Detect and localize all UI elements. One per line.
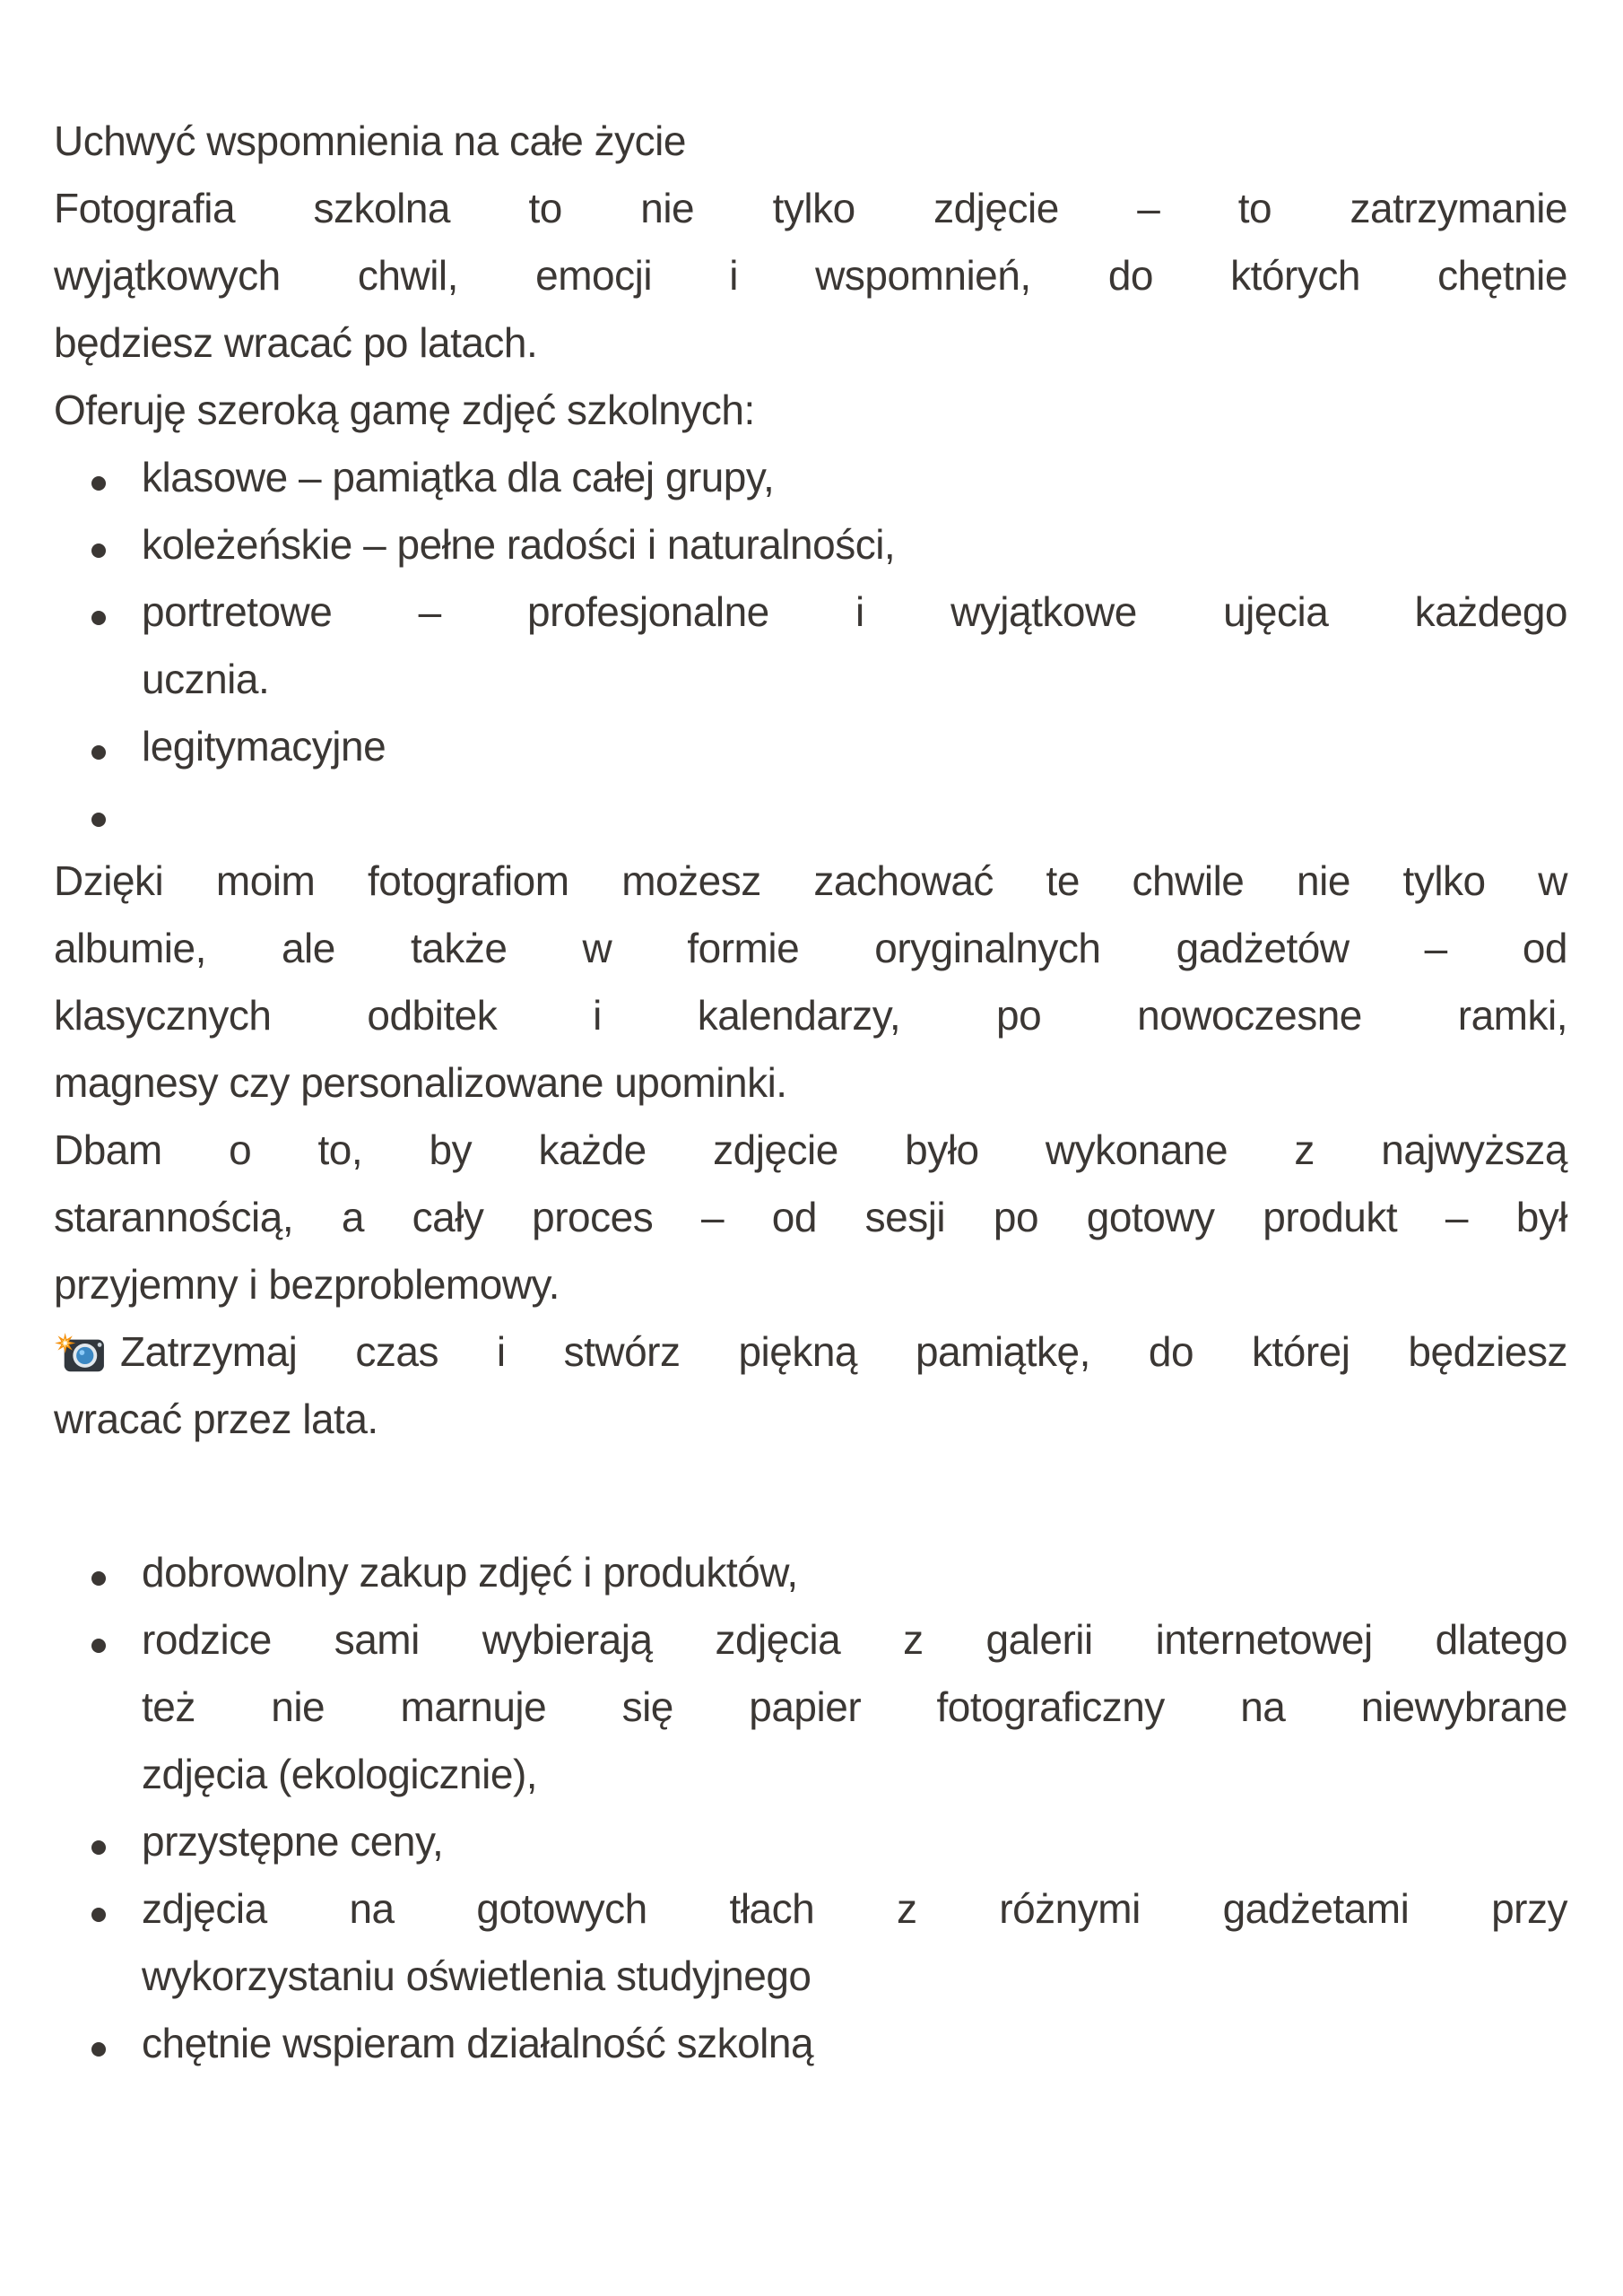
bullet-icon bbox=[91, 745, 106, 760]
line-text: klasowe – pamiątka dla całej grupy, bbox=[142, 454, 775, 500]
text-line bbox=[54, 1386, 1567, 1453]
text-line bbox=[54, 108, 1567, 175]
line-text: rodzice sami wybierają zdjęcia z galerii internetowej dlatego bbox=[142, 1616, 1567, 1663]
line-text: wyjątkowych chwil, emocji i wspomnień, do których chętnie bbox=[54, 252, 1567, 299]
text-line bbox=[54, 982, 1567, 1049]
bullet-icon bbox=[91, 1639, 106, 1653]
line-text: ucznia. bbox=[142, 656, 270, 702]
list-item-line bbox=[142, 511, 1567, 578]
paragraph-spacer bbox=[54, 1453, 1567, 1539]
text-line bbox=[142, 646, 1567, 713]
text-line bbox=[54, 309, 1567, 377]
line-text: będziesz wracać po latach. bbox=[54, 319, 538, 366]
line-text: chętnie wspieram działalność szkolną bbox=[142, 2020, 814, 2066]
line-text: Zatrzymaj czas i stwórz piękną pamiątkę, do której będziesz bbox=[120, 1328, 1567, 1375]
line-text: magnesy czy personalizowane upominki. bbox=[54, 1059, 787, 1106]
bullet-icon bbox=[91, 611, 106, 625]
line-text: Dbam o to, by każde zdjęcie było wykonane z najwyższą bbox=[54, 1126, 1567, 1173]
text-line bbox=[54, 1318, 1567, 1386]
document-content bbox=[54, 108, 1567, 2077]
line-text: Dzięki moim fotografiom możesz zachować te chwile nie tylko w bbox=[54, 857, 1567, 904]
line-text: klasycznych odbitek i kalendarzy, po nowoczesne ramki, bbox=[54, 992, 1567, 1039]
list-item-line bbox=[142, 444, 1567, 511]
line-text: Uchwyć wspomnienia na całe życie bbox=[54, 117, 686, 164]
text-line bbox=[54, 377, 1567, 444]
line-text: legitymacyjne bbox=[142, 723, 386, 770]
list-item-line bbox=[142, 1808, 1567, 1875]
text-line bbox=[54, 1049, 1567, 1117]
bullet-icon bbox=[91, 1571, 106, 1586]
bullet-icon bbox=[91, 1840, 106, 1855]
line-text: portretowe – profesjonalne i wyjątkowe ujęcia każdego bbox=[142, 588, 1567, 635]
text-line bbox=[54, 848, 1567, 915]
text-line bbox=[54, 1251, 1567, 1318]
bullet-icon bbox=[91, 476, 106, 491]
list-item-line bbox=[142, 2010, 1567, 2077]
line-text: albumie, ale także w formie oryginalnych gadżetów – od bbox=[54, 925, 1567, 971]
list-item-line bbox=[142, 780, 1567, 848]
line-text: wykorzystaniu oświetlenia studyjnego bbox=[142, 1952, 812, 1999]
bullet-icon bbox=[91, 2042, 106, 2057]
text-line bbox=[54, 175, 1567, 242]
text-line bbox=[54, 242, 1567, 309]
line-text: też nie marnuje się papier fotograficzny na niewybrane bbox=[142, 1683, 1567, 1730]
line-text: dobrowolny zakup zdjęć i produktów, bbox=[142, 1549, 798, 1596]
bullet-icon bbox=[91, 813, 106, 827]
text-line bbox=[142, 1674, 1567, 1741]
list-item-line bbox=[142, 1539, 1567, 1606]
list-item-line bbox=[142, 1606, 1567, 1674]
line-text: zdjęcia (ekologicznie), bbox=[142, 1751, 538, 1797]
camera-flash-emoji bbox=[54, 1332, 106, 1377]
text-line bbox=[142, 1741, 1567, 1808]
line-text: zdjęcia na gotowych tłach z różnymi gadżetami przy bbox=[142, 1885, 1567, 1932]
bullet-icon bbox=[91, 1908, 106, 1922]
text-line bbox=[54, 1184, 1567, 1251]
line-text: przystępne ceny, bbox=[142, 1818, 444, 1865]
list-item-line bbox=[142, 713, 1567, 780]
text-line bbox=[142, 1943, 1567, 2010]
bullet-icon bbox=[91, 544, 106, 558]
line-text: koleżeńskie – pełne radości i naturalności, bbox=[142, 521, 896, 568]
line-text: przyjemny i bezproblemowy. bbox=[54, 1261, 560, 1308]
line-text: Oferuję szeroką gamę zdjęć szkolnych: bbox=[54, 387, 755, 433]
text-line bbox=[54, 1117, 1567, 1184]
line-text: Fotografia szkolna to nie tylko zdjęcie – to zatrzymanie bbox=[54, 185, 1567, 231]
list-item-line bbox=[142, 1875, 1567, 1943]
text-line bbox=[54, 915, 1567, 982]
list-item-line bbox=[142, 578, 1567, 646]
line-text: wracać przez lata. bbox=[54, 1396, 378, 1442]
line-text: starannością, a cały proces – od sesji po gotowy produkt – był bbox=[54, 1194, 1567, 1240]
